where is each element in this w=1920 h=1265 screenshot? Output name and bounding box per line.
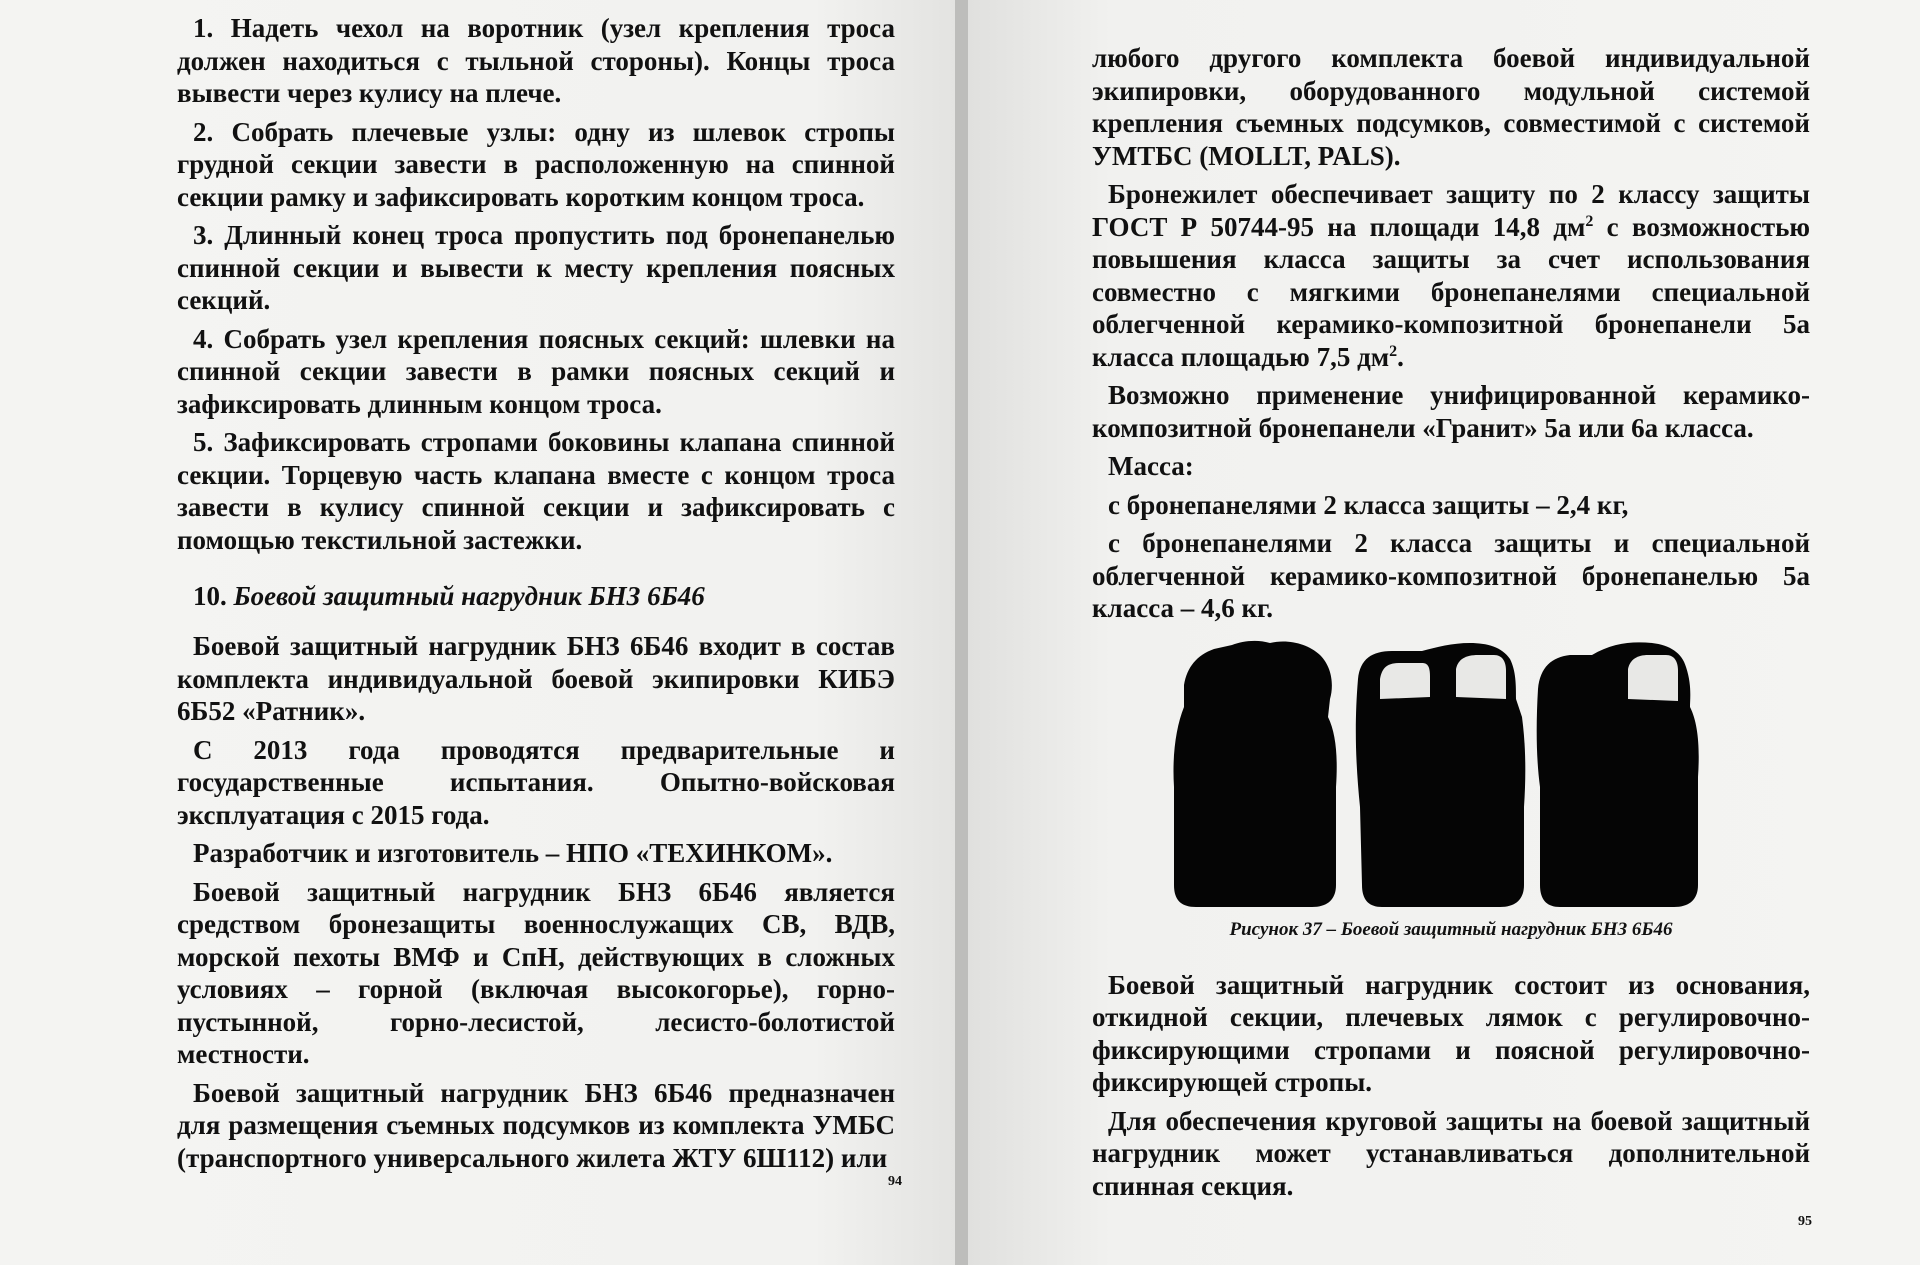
- paragraph: 4. Собрать узел крепления поясных секций: шлевки на спинной секции завести в рамки поясных секций и зафиксировать длинным концом троса.: [177, 323, 895, 419]
- figure-caption: Рисунок 37 – Боевой защитный нагрудник БНЗ 6Б46: [1229, 918, 1673, 940]
- page-number: 95: [1798, 1214, 1812, 1229]
- right-page-text: [1092, 42, 1810, 1208]
- paragraph: Для обеспечения круговой защиты на боевой защитный нагрудник может устанавливаться дополнительной спинная секция.: [1092, 1105, 1810, 1201]
- paragraph: Возможно применение унифицированной керамико-композитной бронепанели «Гранит» 5а или 6а класса.: [1092, 380, 1810, 443]
- left-page: [0, 0, 955, 1265]
- text-run: Бронежилет обеспечивает защиту по 2 классу защиты ГОСТ Р 50744-95 на площади 14,8 дм: [1092, 179, 1810, 242]
- superscript: 2: [1585, 212, 1594, 230]
- paragraph: 3. Длинный конец троса пропустить под бронепанелью спинной секции и вывести к месту крепления поясных секций.: [177, 220, 895, 315]
- paragraph: С 2013 года проводятся предварительные и государственные испытания. Опытно-войсковая эксплуатация с 2015 года.: [177, 734, 895, 830]
- vest-front-silhouette: [1173, 640, 1336, 906]
- superscript: 2: [1389, 342, 1398, 360]
- page-number: 94: [888, 1174, 902, 1189]
- text-run: с возможностью повышения класса защиты за счет использования совместно с мягкими бронепанелями специальной облегченной керамико-композитной бронепанели 5а класса площадью 7,5 дм: [1092, 211, 1810, 372]
- section-number: 10.: [193, 581, 227, 611]
- paragraph: 1. Надеть чехол на воротник (узел крепления троса должен находиться с тыльной стороны). Концы троса вывести через кулису на плече.: [177, 13, 895, 108]
- paragraph: Боевой защитный нагрудник БНЗ 6Б46 является средством бронезащиты военнослужащих СВ, ВДВ, морской пехоты ВМФ и СпН, действующих в сложных условиях – горной (включая высокогорье), горно-пустынной, горно-лесистой, лесисто-болотистой местности.: [177, 876, 895, 1069]
- right-page: [968, 0, 1920, 1265]
- paragraph: с бронепанелями 2 класса защиты и специальной облегченной керамико-композитной бронепанелью 5а класса – 4,6 кг.: [1092, 528, 1810, 623]
- section-title: Боевой защитный нагрудник БНЗ 6Б46: [233, 581, 705, 611]
- text-run: .: [1397, 341, 1404, 372]
- paragraph: Боевой защитный нагрудник БНЗ 6Б46 предназначен для размещения съемных подсумков из комплекта УМБС (транспортного универсального жилета ЖТУ 6Ш112) или: [177, 1077, 895, 1173]
- paragraph: 5. Зафиксировать стропами боковины клапана спинной секции. Торцевую часть клапана вместе с концом троса завести в кулису спинной секции и зафиксировать с помощью текстильной застежки.: [177, 427, 895, 555]
- paragraph: с бронепанелями 2 класса защиты – 2,4 кг,: [1108, 489, 1629, 520]
- left-page-text: [177, 12, 895, 1180]
- paragraph: Масса:: [1108, 451, 1194, 481]
- paragraph: любого другого комплекта боевой индивидуальной экипировки, оборудованного модульной системой крепления съемных подсумков, совместимой с системой УМТБС (MOLLT, PALS).: [1092, 43, 1810, 171]
- paragraph: 2. Собрать плечевые узлы: одну из шлевок стропы грудной секции завести в расположенную на спинной секции рамку и зафиксировать коротким концом троса.: [177, 116, 895, 212]
- paragraph: Боевой защитный нагрудник БНЗ 6Б46 входит в состав комплекта индивидуальной боевой экипировки КИБЭ 6Б52 «Ратник».: [177, 631, 895, 726]
- paragraph: [1092, 178, 1810, 373]
- book-gutter: [955, 0, 968, 1265]
- paragraph: Разработчик и изготовитель – НПО «ТЕХИНКОМ».: [193, 838, 833, 868]
- vest-silhouettes: [1092, 637, 1810, 909]
- paragraph: Боевой защитный нагрудник состоит из основания, откидной секции, плечевых лямок с регулировочно-фиксирующими стропами и поясной регулировочно-фиксирующей стропы.: [1092, 969, 1810, 1097]
- figure-vest-image: [1092, 637, 1810, 909]
- section-heading: [193, 580, 895, 612]
